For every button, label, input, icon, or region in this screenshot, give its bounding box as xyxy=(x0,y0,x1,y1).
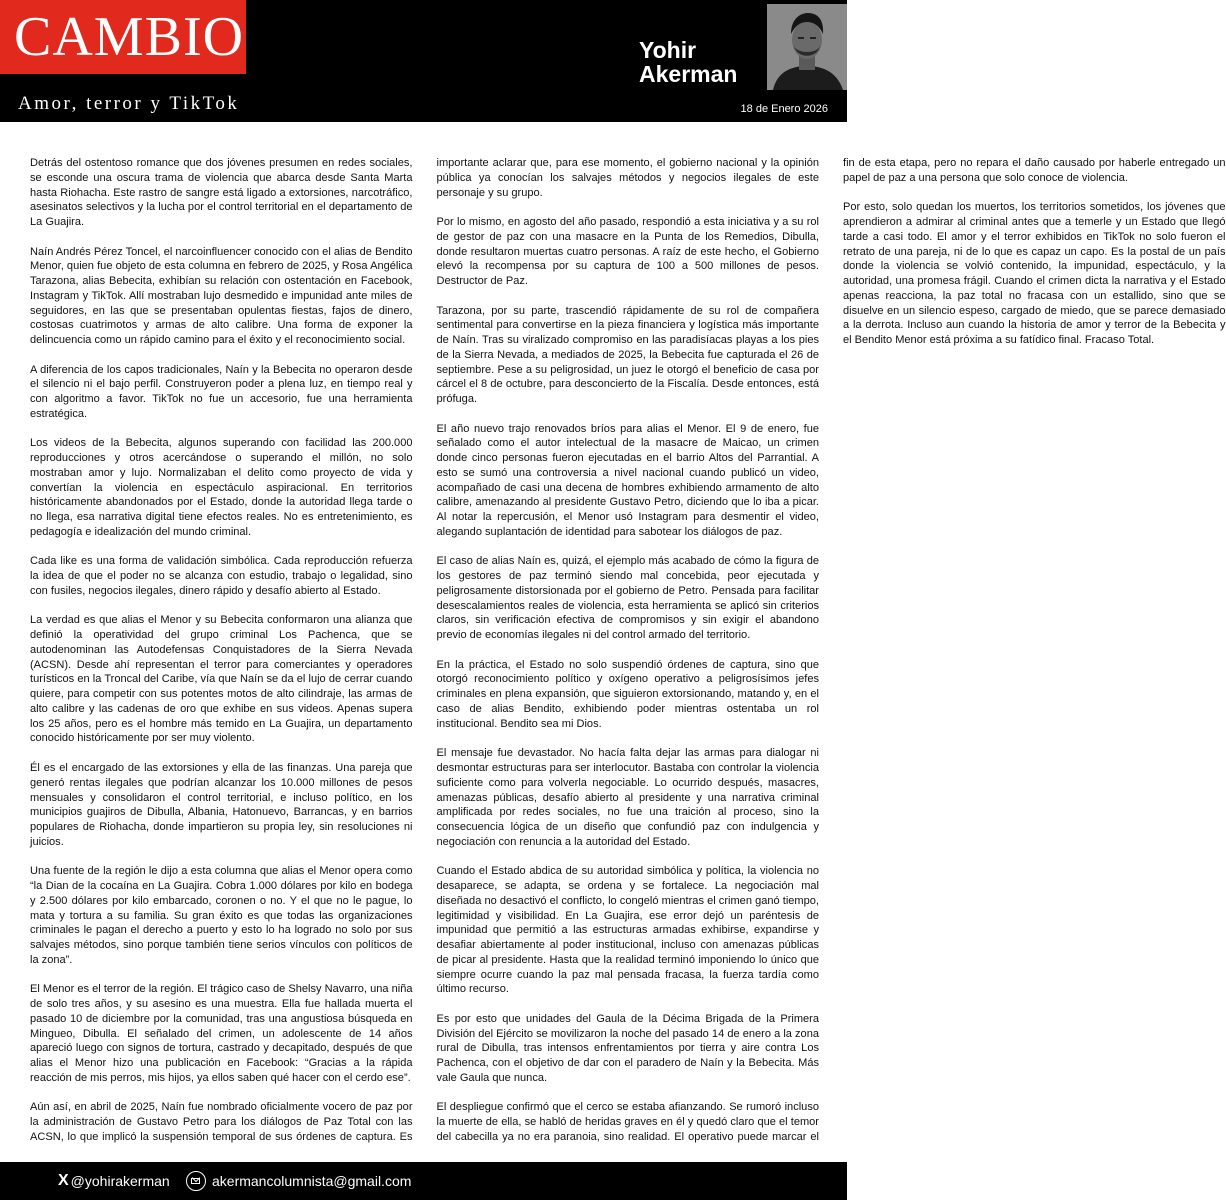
article-paragraph: El despliegue confirmó que el cerco se estaba afianzando. Se rumoró incluso la muerte de ella, se habló de heridas graves en él y quedó claro que el temor del cabecilla ya no era paranoia, sino realidad. El operativo puede marcar el fin de esta etapa, pero no repara el daño causado por haberle entregado un papel de paz a una persona que solo conoce de violencia. xyxy=(436,157,1226,1143)
article-paragraph: El año nuevo trajo renovados bríos para alias el Menor. El 9 de enero, fue señalado como el autor intelectual de la masacre de Maicao, un crimen donde cinco personas fueron ejecutadas en el barrio Altos del Parrantial. A esto se sumó una controversia a nivel nacional cuando publicó un video, acompañado de casi una decena de hombres exhibiendo armamento de alto calibre, amenazando al presidente Gustavo Petro, diciendo que lo iba a picar. Al notar la repercusión, el Menor usó Instagram para desmentir el video, alegando suplantación de identidad para sabotear los diálogos de paz. xyxy=(436,422,819,538)
column-title: Amor, terror y TikTok xyxy=(18,93,240,114)
author-last-name: Akerman xyxy=(639,61,738,87)
x-twitter-icon: X xyxy=(58,1172,69,1189)
header xyxy=(0,0,847,122)
brand-logo xyxy=(0,0,246,74)
twitter-handle: @yohirakerman xyxy=(70,1173,170,1189)
article-paragraph: En la práctica, el Estado no solo suspendió órdenes de captura, sino que otorgó reconocimiento político y oxígeno operativo a peligrosísimos jefes criminales en plena expansión, que siguieron extorsionando, matando y, en el caso de alias Bendito, exhibiendo poder mientras ostentaba un rol institucional. Bendito sea mi Dios. xyxy=(436,658,819,730)
article-paragraph: A diferencia de los capos tradicionales, Naín y la Bebecita no operaron desde el silencio ni el bajo perfil. Construyeron poder a plena luz, en tiempo real y con algoritmo a favor. TikTok no fue un accesorio, fue una herramienta estratégica. xyxy=(30,363,413,420)
email-link[interactable] xyxy=(186,1162,411,1200)
article-paragraph: Detrás del ostentoso romance que dos jóvenes presumen en redes sociales, se esconde una oscura trama de violencia que abarca desde Santa Marta hasta Riohacha. Este rastro de sangre está ligado a extorsiones, narcotráfico, asesinatos selectivos y la lucha por el control territorial en el departamento de La Guajira. xyxy=(30,157,413,228)
article-paragraph: El mensaje fue devastador. No hacía falta dejar las armas para dialogar ni desmontar estructuras para ser interlocutor. Bastaba con controlar la violencia suficiente como para volverla negociable. Lo ocurrido después, masacres, amenazas públicas, desafío abierto al presidente y una narrativa criminal amplificada por redes sociales, no fue una traición al proceso, sino la consecuencia lógica de un diseño que confundió paz con indulgencia y negociación con renuncia a la autoridad del Estado. xyxy=(436,747,819,848)
twitter-handle-link[interactable] xyxy=(58,1162,170,1200)
article-paragraph: Cuando el Estado abdica de su autoridad simbólica y política, la violencia no desaparece, se adapta, se ordena y se fortalece. La negociación mal diseñada no desactivó el conflicto, lo congeló mientras el crimen ganó tiempo, legitimidad y visibilidad. En La Guajira, ese error dejó un paréntesis de impunidad que permitió a las estructuras armadas exhibirse, expandirse y desafiar abiertamente al poder institucional, incluso con amenazas públicas de picar al presidente. Hasta que la realidad terminó imponiendo lo único que siempre ocurre cuando la paz mal pensada fracasa, la fuerza tardía como último recurso. xyxy=(436,865,819,996)
article-paragraph: Es por esto que unidades del Gaula de la Décima Brigada de la Primera División del Ejército se movilizaron la noche del pasado 14 de enero a la zona rural de Dibulla, tras intensos enfrentamientos por tierra y aire contra Los Pachenca, con el objetivo de dar con el paradero de Naín y la Bebecita. Más vale Gaula que nunca. xyxy=(436,1012,819,1084)
article-paragraph: Él es el encargado de las extorsiones y ella de las finanzas. Una pareja que generó rentas ilegales que podrían alcanzar los 10.000 millones de pesos mensuales y consolidaron el control territorial, e incluso político, en los municipios guajiros de Dibulla, Albania, Hatonuevo, Barrancas, y en barrios populares de Riohacha, donde impartieron su propia ley, sin resoluciones ni juicios. xyxy=(30,762,413,848)
author-name xyxy=(639,38,737,86)
mail-icon xyxy=(186,1171,206,1191)
article-paragraph: Naín Andrés Pérez Toncel, el narcoinfluencer conocido con el alias de Bendito Menor, quien fue objeto de esta columna en febrero de 2025, y Rosa Angélica Tarazona, alias Bebecita, exhibían su relación con ostentación en Facebook, Instagram y TikTok. Allí mostraban lujo desmedido e impunidad ante miles de seguidores, en las que se presentaban opulentas fiestas, fajos de dinero, costosas cuatrimotos y armas de alto calibre. Una forma de exponer la delincuencia como un rápido camino para el éxito y el reconocimiento social. xyxy=(30,245,413,347)
article-paragraph: La verdad es que alias el Menor y su Bebecita conformaron una alianza que definió la operatividad del grupo criminal Los Pachenca, que se autodenominan las Autodefensas Conquistadores de la Sierra Nevada (ACSN). Desde ahí representan el terror para comerciantes y operadores turísticos en la Troncal del Caribe, vía que Naín se da el lujo de cerrar cuando quiere, para competir con sus potentes motos de alto cilindraje, las armas de alto calibre y las cadenas de oro que exhibe en sus videos. Apenas supera los 25 años, pero es el hombre más temido en La Guajira, un departamento conocido históricamente por ser muy violento. xyxy=(30,614,413,745)
author-first-name: Yohir xyxy=(639,37,697,63)
article-paragraph: Por esto, solo quedan los muertos, los territorios sometidos, los jóvenes que aprendieron a admirar al criminal antes que a temerle y un Estado que llegó tarde a casi todo. El amor y el terror exhibidos en TikTok no solo fueron el retrato de una pareja, ni de lo que es capaz un capo. Es la postal de un país donde la violencia se volvió contenido, la impunidad, espectáculo, y la autoridad, una promesa frágil. Cuando el crimen dicta la narrativa y el Estado apenas reacciona, la paz total no fracasa con un estallido, sino que se disuelve en un silencio espeso, cargado de miedo, que se parece demasiado a la derrota. Incluso aun cuando la historia de amor y terror de la Bebecita y el Bendito Menor está próxima a su fatídico final. Fracaso Total. xyxy=(843,201,1226,347)
footer xyxy=(0,1162,847,1200)
article-paragraph: Los videos de la Bebecita, algunos superando con facilidad las 200.000 reproducciones y otros acercándose o superando el millón, no solo mostraban amor y lujo. Normalizaban el delito como proyecto de vida y convertían la violencia en espectáculo aspiracional. En territorios históricamente abandonados por el Estado, donde la autoridad llega tarde o no llega, esa narrativa digital tiene efectos reales. No es entretenimiento, es pedagogía e idealización del mundo criminal. xyxy=(30,437,413,538)
article-paragraph: Aún así, en abril de 2025, Naín fue nombrado oficialmente vocero de paz por la administración de Gustavo Petro para los diálogos de Paz Total con las ACSN, lo que implicó la suspensión temporal de sus órdenes de captura. Es importante aclarar que, para ese momento, el gobierno nacional y la opinión pública ya conocían los salvajes métodos y negocios ilegales de este personaje y su grupo. xyxy=(30,157,819,1143)
article-paragraph: Cada like es una forma de validación simbólica. Cada reproducción refuerza la idea de que el poder no se alcanza con estudio, trabajo o legalidad, sino con fusiles, negocios ilegales, dinero rápido y desafío abierto al Estado. xyxy=(30,555,413,597)
publication-date: 18 de Enero 2026 xyxy=(740,103,828,115)
article-paragraph: Por lo mismo, en agosto del año pasado, respondió a esta iniciativa y a su rol de gestor de paz con una masacre en la Punta de los Remedios, Dibulla, donde resultaron muertas cuatro personas. A raíz de este hecho, el Gobierno elevó la recompensa por su captura de 100 a 500 millones de pesos. Destructor de Paz. xyxy=(436,216,819,288)
article-body xyxy=(30,156,1226,1148)
article-paragraph: Tarazona, por su parte, trascendió rápidamente de su rol de compañera sentimental para convertirse en la pieza financiera y logística más importante de Naín. Tras su viralizado compromiso en las paradisíacas playas a los pies de la Sierra Nevada, a mediados de 2025, la Bebecita fue capturada el 26 de septiembre. Pese a su peligrosidad, un juez le otorgó el beneficio de casa por cárcel el 8 de octubre, para desconcierto de la Fiscalía. Desde entonces, está prófuga. xyxy=(436,304,819,406)
article-paragraph: El caso de alias Naín es, quizá, el ejemplo más acabado de cómo la figura de los gestores de paz terminó siendo mal concebida, peor ejecutada y peligrosamente distorsionada por el gobierno de Petro. Pensada para facilitar desescalamientos reales de violencia, esta herramienta se aplicó sin criterios claros, sin verificación efectiva de compromisos y sin exigir el abandono previo de economías ilegales ni del control armado del territorio. xyxy=(436,555,819,642)
email-address: akermancolumnista@gmail.com xyxy=(212,1173,412,1189)
article-paragraph: El Menor es el terror de la región. El trágico caso de Shelsy Navarro, una niña de solo tres años, y su asesino es una muestra. Ella fue hallada muerta el pasado 10 de diciembre por la comunidad, tras una angustiosa búsqueda en Mingueo, Dibulla. El señalado del crimen, un adolescente de 14 años apareció luego con signos de tortura, castrado y decapitado, después de que alias el Menor hizo una publicación en Facebook: “Gracias a la rápida reacción de mis perros, mis hijos, ya ellos saben qué hacer con el cerdo ese”. xyxy=(30,983,413,1084)
author-portrait-icon xyxy=(767,4,847,90)
author-photo xyxy=(767,4,847,90)
logo-text: CAMBIO xyxy=(14,6,245,68)
article-paragraph: Una fuente de la región le dijo a esta columna que alias el Menor opera como “la Dian de la cocaína en La Guajira. Cobra 1.000 dólares por kilo en bodega y 2.500 dólares por kilo embarcado, coronen o no. Y el que no le pague, lo mata y tortura a su familia. Su gran éxito es que todas las organizaciones criminales le pagan el derecho a puerto y esto lo ha logrado no solo por sus salvajes métodos, sino porque también tiene serios vínculos con políticos de la zona”. xyxy=(30,865,413,966)
